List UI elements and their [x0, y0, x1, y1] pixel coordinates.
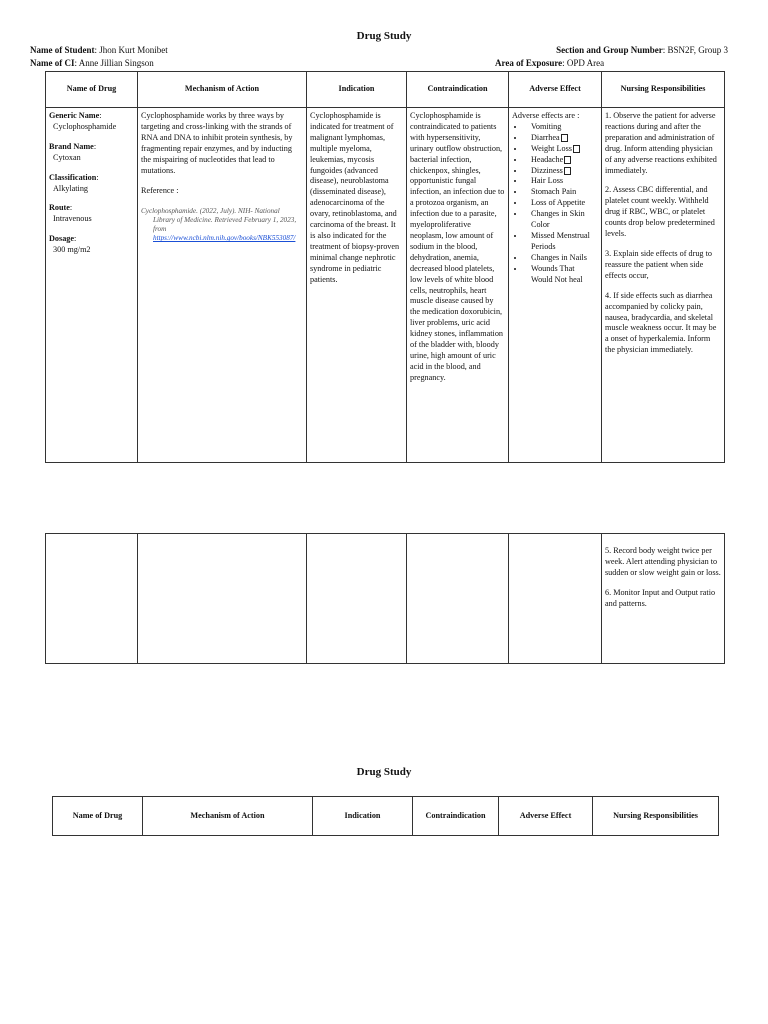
- drug-study-table: [45, 71, 725, 463]
- list-item: • Vomiting: [525, 122, 598, 133]
- ci-label: Name of CI: [30, 58, 75, 68]
- list-item: • Loss of Appetite: [525, 198, 598, 209]
- empty-cell: [138, 534, 307, 664]
- list-item: • Diarrhea: [525, 133, 598, 144]
- header-indication: Indication: [313, 797, 413, 836]
- header-nursing-responsibilities: Nursing Responsibilities: [602, 72, 725, 108]
- dosage-label: Dosage: [49, 234, 75, 244]
- table-header-row: [46, 72, 725, 108]
- nursing-item-2: 2. Assess CBC differential, and platelet count weekly. Withheld drug if RBC, WBC, or platelet counts drop below predetermined levels.: [605, 185, 715, 239]
- header-nursing-responsibilities: Nursing Responsibilities: [593, 797, 719, 836]
- list-item: • Stomach Pain: [525, 187, 598, 198]
- header-indication: Indication: [307, 72, 407, 108]
- nursing-cell: [602, 108, 725, 463]
- list-item: • Wounds That Would Not heal: [525, 264, 598, 286]
- student-name-line: [30, 45, 168, 55]
- list-item: • Changes in Skin Color: [525, 209, 598, 231]
- mechanism-cell: [138, 108, 307, 463]
- list-item: • Missed Menstrual Periods: [525, 231, 598, 253]
- adverse-effect-cell: [509, 108, 602, 463]
- mechanism-text: Cyclophosphamide works by three ways by targeting and cross-linking with the strands of RNA and DNA to inhibit protein synthesis, by fragmenting repair enzymes, and by inducting the mispairing of nucleotides that lead to mutations.: [141, 111, 293, 175]
- header-adverse-effect: Adverse Effect: [509, 72, 602, 108]
- nursing-item-1: 1. Observe the patient for adverse reactions during and after the preparation and administration of drug. Inform attending physician of any adverse reactions exhibited immediately.: [605, 111, 717, 175]
- ci-line: [30, 58, 154, 68]
- ci-value: : Anne Jillian Singson: [74, 58, 154, 68]
- generic-name-value: Cyclophosphamide: [53, 121, 117, 131]
- indication-cell: Cyclophosphamide is indicated for treatment of malignant lymphomas, multiple myeloma, leukemias, mycosis fungoides (advanced disease), neuroblastoma (disseminated disease), adenocarcinoma of the ovary, retinoblastoma, and carcinoma of the breast. It is also indicated for the treatment of biopsy-proven minimal change nephrotic syndrome in pediatric patients.: [307, 108, 407, 463]
- header-name-of-drug: Name of Drug: [53, 797, 143, 836]
- empty-cell: [407, 534, 509, 664]
- section-line: [556, 45, 728, 55]
- list-item: • Headache: [525, 155, 598, 166]
- checkbox-icon: [564, 156, 571, 164]
- route-value: Intravenous: [53, 214, 92, 224]
- page2-table: [52, 796, 719, 836]
- list-item: • Dizziness: [525, 166, 598, 177]
- header-mechanism: Mechanism of Action: [138, 72, 307, 108]
- table-row: [46, 534, 725, 664]
- empty-cell: [46, 534, 138, 664]
- reference-link[interactable]: https://www.ncbi.nlm.nih.gov/books/NBK553087/: [153, 234, 296, 243]
- nursing-item-3: 3. Explain side effects of drug to reassure the patient when side effects occur,: [605, 248, 712, 280]
- page2-title: Drug Study: [356, 766, 412, 778]
- area-label: Area of Exposure: [495, 58, 563, 68]
- checkbox-icon: [573, 145, 580, 153]
- doc-title: Drug Study: [356, 30, 412, 42]
- checkbox-icon: [564, 167, 571, 175]
- reference-text: Cyclophosphamide. (2022, July). NIH- National Library of Medicine. Retrieved February 1, 2023, from: [141, 207, 297, 234]
- contraindication-cell: Cyclophosphamide is contraindicated to patients with hypersensitivity, urinary outflow obstruction, bacterial infection, chickenpox, shingles, opportunistic fungal infection, an infection due to a protozoa organism, an infection due to a parasite, myeloproliferative neoplasm, low amount of sodium in the blood, dehydration, anemia, decreased blood platelets, low levels of white blood cells, neutrophils, heart muscle disease caused by the medication doxorubicin, liver problems, uric acid kidney stones, inflammation of the bladder with, bloody urine, high amount of uric acid in the blood, and pregnancy.: [407, 108, 509, 463]
- list-item: • Hair Loss: [525, 176, 598, 187]
- empty-cell: [509, 534, 602, 664]
- header-contraindication: Contraindication: [407, 72, 509, 108]
- area-line: [495, 58, 604, 68]
- brand-name-value: Cytoxan: [53, 152, 81, 162]
- nursing-item-6: 6. Monitor Input and Output ratio and patterns.: [605, 587, 716, 608]
- section-label: Section and Group Number: [556, 45, 663, 55]
- header-mechanism: Mechanism of Action: [143, 797, 313, 836]
- adverse-intro: Adverse effects are :: [512, 111, 580, 120]
- list-item: • Weight Loss: [525, 144, 598, 155]
- list-item: • Changes in Nails: [525, 253, 598, 264]
- header-adverse-effect: Adverse Effect: [499, 797, 593, 836]
- brand-name-label: Brand Name: [49, 141, 94, 151]
- continuation-table: [45, 533, 725, 664]
- student-value: : Jhon Kurt Monibet: [94, 45, 168, 55]
- classification-label: Classification: [49, 172, 97, 182]
- drug-name-cell: Generic Name: Cyclophosphamide Brand Name: Cytoxan Classification: Alkylating Route: Intravenous Dosage: 300 mg/m2: [46, 108, 138, 463]
- nursing-item-5: 5. Record body weight twice per week. Alert attending physician to sudden or slow weight gain or loss.: [605, 546, 721, 577]
- generic-name-label: Generic Name: [49, 111, 100, 120]
- header-name-of-drug: Name of Drug: [46, 72, 138, 108]
- dosage-value: 300 mg/m2: [53, 245, 91, 255]
- checkbox-icon: [561, 134, 568, 142]
- reference-citation: [141, 207, 303, 243]
- student-label: Name of Student: [30, 45, 95, 55]
- header-contraindication: Contraindication: [413, 797, 499, 836]
- reference-label: Reference :: [141, 186, 179, 196]
- classification-value: Alkylating: [53, 183, 89, 193]
- empty-cell: [307, 534, 407, 664]
- table-row: [46, 108, 725, 463]
- nursing-cont-cell: [602, 534, 725, 664]
- table-header-row: [53, 797, 719, 836]
- nursing-item-4: 4. If side effects such as diarrhea accompanied by colicky pain, nausea, bradycardia, and skeletal muscle weakness occur. It may be a onset of hyperkalemia. Inform the physician immediately.: [605, 290, 717, 355]
- route-label: Route: [49, 203, 70, 213]
- area-value: : OPD Area: [562, 58, 605, 68]
- section-value: : BSN2F, Group 3: [662, 45, 728, 55]
- adverse-effect-list: [512, 122, 598, 286]
